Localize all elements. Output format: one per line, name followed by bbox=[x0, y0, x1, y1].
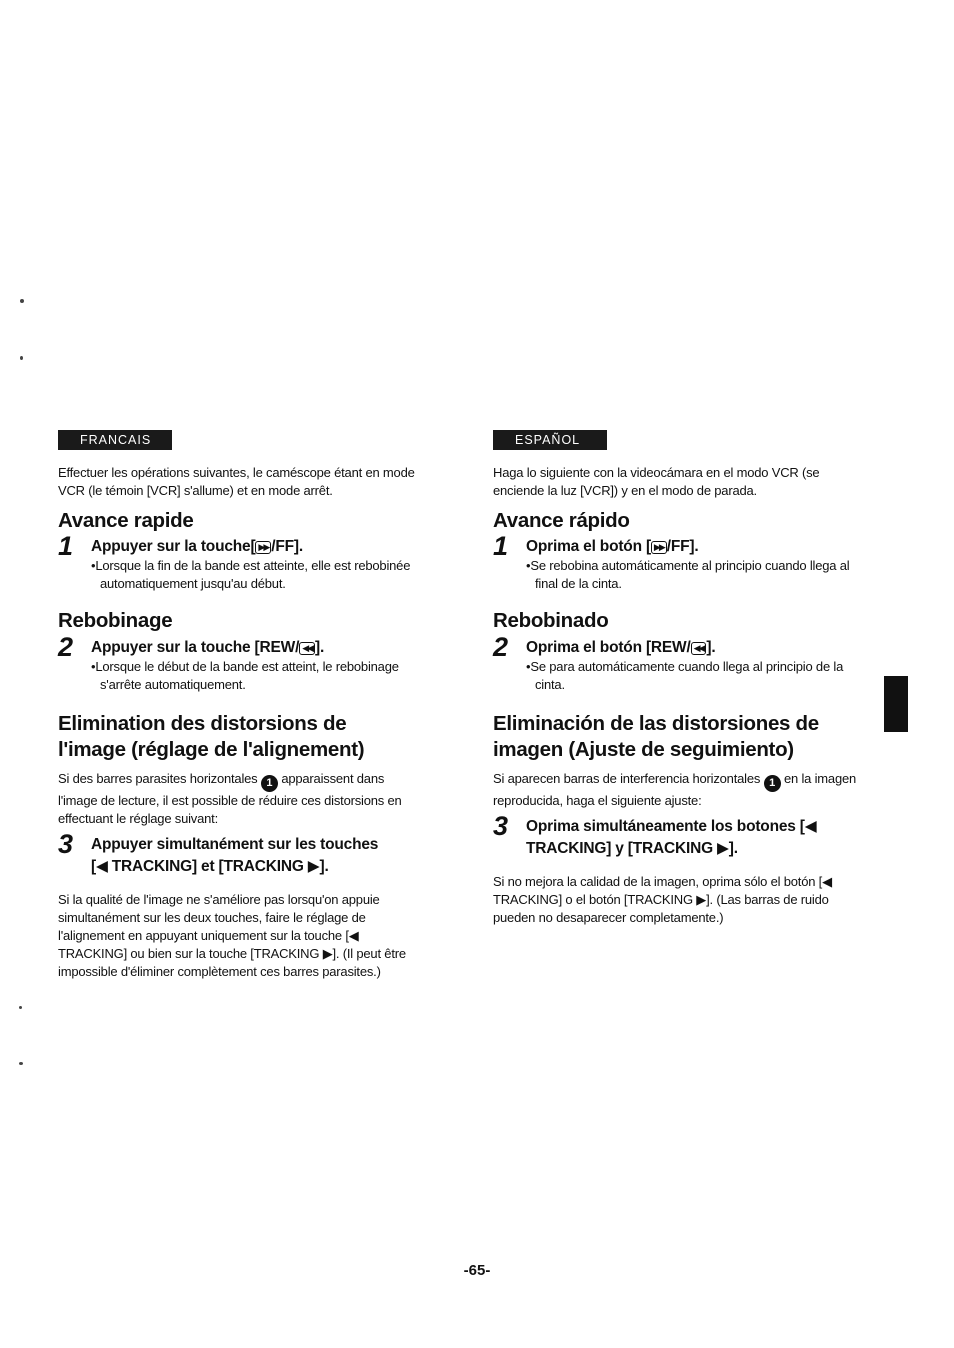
spanish-step-2 bbox=[493, 632, 865, 694]
scan-speck bbox=[19, 1062, 23, 1065]
french-intro: Effectuer les opérations suivantes, le caméscope étant en mode VCR (le témoin [VCR] s'allume) et en mode arrêt. bbox=[58, 465, 415, 498]
french-step-3 bbox=[58, 829, 418, 878]
scan-speck bbox=[19, 1006, 22, 1009]
language-label-french: FRANCAIS bbox=[58, 430, 172, 450]
scan-speck bbox=[20, 299, 24, 303]
spanish-fast-forward-heading: Avance rápido bbox=[493, 509, 630, 532]
step-title: Appuyer sur la touche[ ▶▶ /FF]. bbox=[91, 538, 303, 555]
french-fast-forward-heading: Avance rapide bbox=[58, 509, 194, 532]
french-distortion-heading: Elimination des distorsions de l'image (réglage de l'alignement) bbox=[58, 712, 365, 761]
step-title: Appuyer sur la touche [REW/ ◀◀ ]. bbox=[91, 639, 325, 656]
french-step-1 bbox=[58, 531, 418, 593]
french-step-1-bullet: •Lorsque la fin de la bande est atteinte, elle est rebobinée automatiquement jusqu'au début. bbox=[91, 558, 411, 591]
step-title: Oprima simultáneamente los botones [◀ TRACKING] y [TRACKING ▶]. bbox=[526, 818, 817, 857]
page-number: -65- bbox=[463, 1262, 491, 1279]
spanish-step-2-bullet: •Se para automáticamente cuando llega al principio de la cinta. bbox=[526, 659, 844, 692]
fast-forward-key-icon: ▶▶ bbox=[255, 541, 271, 554]
step-title: Oprima el botón [ ▶▶ /FF]. bbox=[526, 538, 699, 555]
spanish-distortion-note: Si no mejora la calidad de la imagen, oprima sólo el botón [◀ TRACKING] o el botón [TRACKING ▶]. (Las barras de ruido pueden no desaparecer completamente.) bbox=[493, 874, 832, 925]
step-number: 1 bbox=[493, 531, 509, 561]
spanish-distortion-intro: Si aparecen barras de interferencia horizontales 1 en la imagen reproducida, haga el siguiente ajuste: bbox=[493, 771, 857, 808]
step-number: 3 bbox=[58, 829, 74, 859]
step-number: 2 bbox=[493, 632, 509, 662]
rewind-key-icon: ◀◀ bbox=[691, 642, 707, 655]
spanish-step-1 bbox=[493, 531, 865, 593]
spanish-rewind-heading: Rebobinado bbox=[493, 609, 609, 632]
spanish-column bbox=[493, 430, 865, 927]
french-step-2 bbox=[58, 632, 418, 694]
step-title: Appuyer simultanément sur les touches [◀ TRACKING] et [TRACKING ▶]. bbox=[91, 836, 379, 875]
spanish-step-3 bbox=[493, 811, 865, 860]
section-edge-marker bbox=[884, 676, 908, 732]
step-number: 1 bbox=[58, 531, 74, 561]
marker-1-icon: 1 bbox=[261, 775, 278, 792]
french-column bbox=[58, 430, 418, 981]
spanish-step-1-bullet: •Se rebobina automáticamente al principio cuando llega al final de la cinta. bbox=[526, 558, 850, 591]
step-title: Oprima el botón [REW/ ◀◀ ]. bbox=[526, 639, 716, 656]
step-number: 2 bbox=[58, 632, 74, 662]
language-label-spanish: ESPAÑOL bbox=[493, 430, 607, 450]
french-distortion-intro: Si des barres parasites horizontales 1 apparaissent dans l'image de lecture, il est possible de réduire ces distorsions en effectuant le réglage suivant: bbox=[58, 771, 402, 826]
scan-speck bbox=[20, 356, 23, 360]
french-distortion-note: Si la qualité de l'image ne s'améliore pas lorsqu'on appuie simultanément sur les deux touches, faire le réglage de l'alignement en appuyant uniquement sur la touche [◀ TRACKING] ou bien sur la touche [TRACKING ▶]. (Il peut être impossible d'éliminer complètement ces barres parasites.) bbox=[58, 892, 406, 979]
marker-1-icon: 1 bbox=[764, 775, 781, 792]
spanish-intro: Haga lo siguiente con la videocámara en el modo VCR (se enciende la luz [VCR]) y en el modo de parada. bbox=[493, 465, 820, 498]
fast-forward-key-icon: ▶▶ bbox=[651, 541, 667, 554]
spanish-distortion-heading: Eliminación de las distorsiones de imagen (Ajuste de seguimiento) bbox=[493, 712, 819, 761]
step-number: 3 bbox=[493, 811, 509, 841]
rewind-key-icon: ◀◀ bbox=[299, 642, 315, 655]
french-rewind-heading: Rebobinage bbox=[58, 609, 173, 632]
french-step-2-bullet: •Lorsque le début de la bande est atteint, le rebobinage s'arrête automatiquement. bbox=[91, 659, 399, 692]
